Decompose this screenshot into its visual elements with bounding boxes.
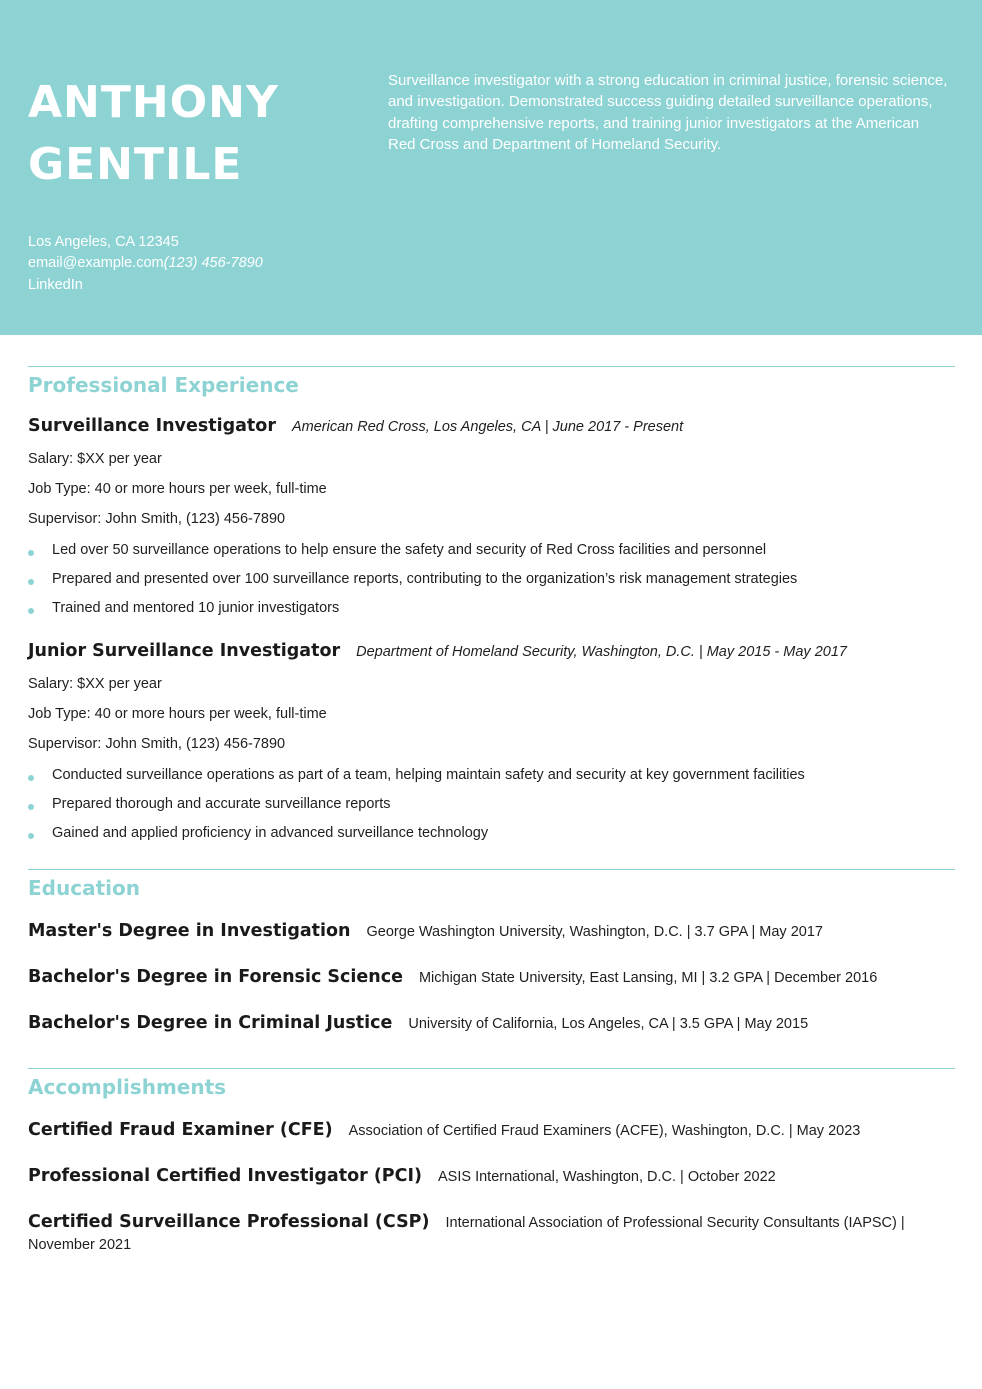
bullet-icon <box>28 608 34 614</box>
accomplishment-title: Certified Surveillance Professional (CSP) <box>28 1212 430 1232</box>
job-type: Job Type: 40 or more hours per week, full-time <box>28 481 327 497</box>
bullet-icon <box>28 550 34 556</box>
bullet-text: Conducted surveillance operations as part of a team, helping maintain safety and security at key government facilities <box>52 767 805 783</box>
candidate-name <box>28 72 279 196</box>
accomplishment-item <box>28 1166 776 1186</box>
last-name: GENTILE <box>28 139 243 190</box>
job-meta: Department of Homeland Security, Washington, D.C. | May 2015 - May 2017 <box>356 644 847 660</box>
job-supervisor: Supervisor: John Smith, (123) 456-7890 <box>28 736 286 752</box>
first-name: ANTHONY <box>28 77 279 128</box>
job-title: Junior Surveillance Investigator <box>28 641 341 661</box>
accomplishments-section-title: Accomplishments <box>28 1075 227 1099</box>
bullet-text: Prepared and presented over 100 surveillance reports, contributing to the organization’s risk management strategies <box>52 571 798 587</box>
bullet-icon <box>28 804 34 810</box>
linkedin-link[interactable]: LinkedIn <box>28 276 83 293</box>
job-title: Surveillance Investigator <box>28 416 276 436</box>
bullet-text: Trained and mentored 10 junior investigators <box>52 600 340 616</box>
phone-number: (123) 456-7890 <box>163 255 263 272</box>
education-item <box>28 1013 808 1033</box>
bullet-icon <box>28 833 34 839</box>
accomplishment-item <box>28 1211 955 1256</box>
professional-summary: Surveillance investigator with a strong education in criminal justice, forensic science, and investigation. Demonstrated success guiding detailed surveillance operations, drafting comprehensive reports, and training junior investigators at the American Red Cross and Department of Homeland Security. <box>388 72 948 153</box>
education-section-title: Education <box>28 876 140 900</box>
experience-section-title: Professional Experience <box>28 373 299 397</box>
section-divider <box>28 869 955 870</box>
accomplishment-title: Certified Fraud Examiner (CFE) <box>28 1120 333 1140</box>
contact-info <box>28 232 263 296</box>
accomplishment-title: Professional Certified Investigator (PCI) <box>28 1166 422 1186</box>
job-header <box>28 416 683 436</box>
email-link[interactable]: email@example.com <box>28 255 164 272</box>
degree-title: Bachelor's Degree in Forensic Science <box>28 967 403 987</box>
accomplishment-meta: Association of Certified Fraud Examiners (ACFE), Washington, D.C. | May 2023 <box>348 1123 861 1139</box>
section-divider <box>28 1068 955 1069</box>
degree-title: Bachelor's Degree in Criminal Justice <box>28 1013 393 1033</box>
location: Los Angeles, CA 12345 <box>28 234 179 250</box>
job-salary: Salary: $XX per year <box>28 451 162 467</box>
degree-meta: George Washington University, Washington, D.C. | 3.7 GPA | May 2017 <box>366 924 823 940</box>
job-meta: American Red Cross, Los Angeles, CA | June 2017 - Present <box>291 419 684 435</box>
job-type: Job Type: 40 or more hours per week, full-time <box>28 706 327 722</box>
bullet-text: Gained and applied proficiency in advanced surveillance technology <box>52 825 489 841</box>
accomplishment-meta: ASIS International, Washington, D.C. | October 2022 <box>438 1169 776 1185</box>
bullet-icon <box>28 579 34 585</box>
job-salary: Salary: $XX per year <box>28 676 162 692</box>
accomplishment-item <box>28 1120 860 1140</box>
education-item <box>28 921 823 941</box>
degree-title: Master's Degree in Investigation <box>28 921 351 941</box>
header-banner <box>0 0 982 335</box>
job-header <box>28 641 847 661</box>
accomplishment-meta: International Association of Professional Security Consultants (IAPSC) | November 2021 <box>28 1215 905 1253</box>
job-supervisor: Supervisor: John Smith, (123) 456-7890 <box>28 511 286 527</box>
degree-meta: Michigan State University, East Lansing, MI | 3.2 GPA | December 2016 <box>418 970 878 986</box>
bullet-text: Led over 50 surveillance operations to help ensure the safety and security of Red Cross facilities and personnel <box>52 542 767 558</box>
bullet-text: Prepared thorough and accurate surveillance reports <box>52 796 391 812</box>
education-item <box>28 967 877 987</box>
section-divider <box>28 366 955 367</box>
degree-meta: University of California, Los Angeles, CA | 3.5 GPA | May 2015 <box>408 1016 809 1032</box>
bullet-icon <box>28 775 34 781</box>
